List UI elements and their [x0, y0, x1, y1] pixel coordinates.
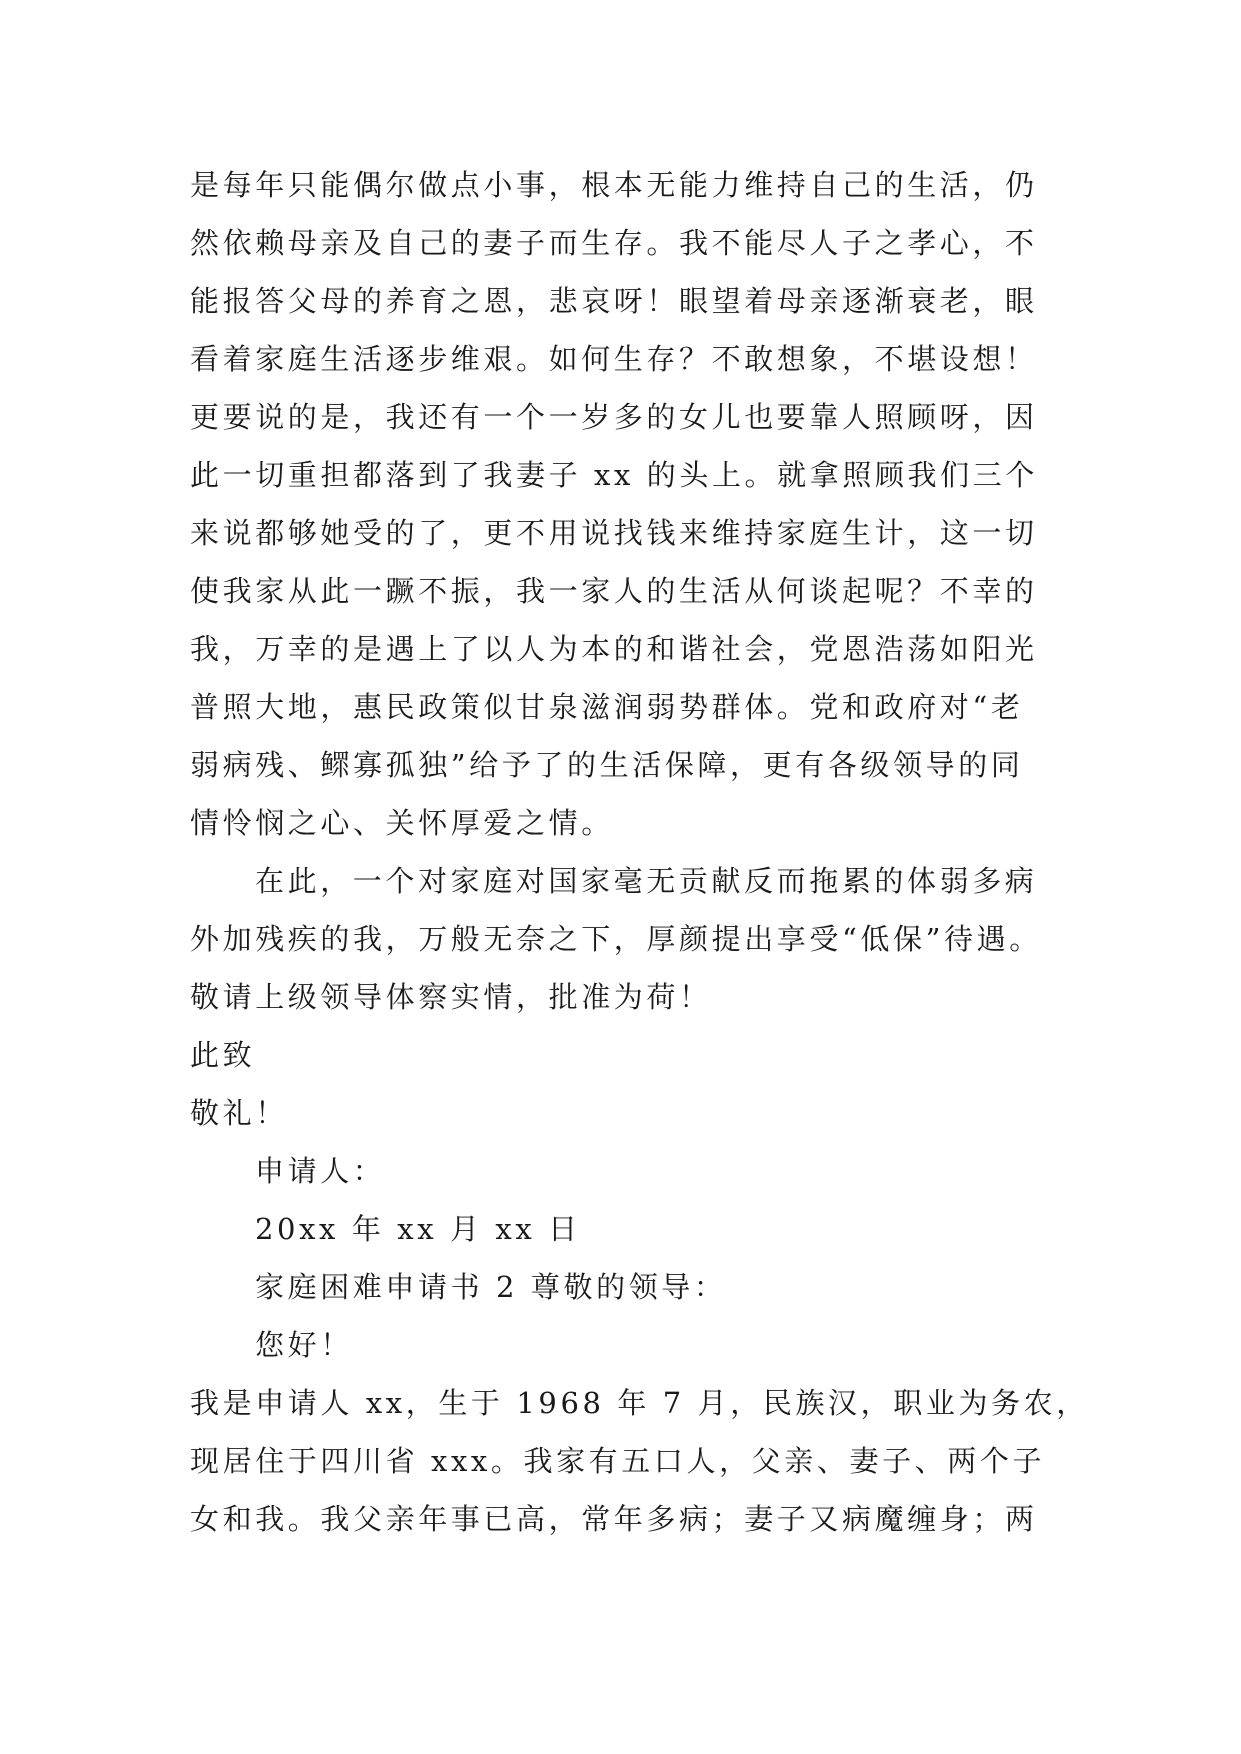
text-line: 弱病残、鳏寡孤独”给予了的生活保障，更有各级领导的同 — [190, 748, 1024, 782]
text-line: 现居住于四川省 xxx。我家有五口人，父亲、妻子、两个子 — [190, 1444, 1046, 1478]
document-body — [190, 156, 1089, 1548]
text-line: 我，万幸的是遇上了以人为本的和谐社会，党恩浩荡如阳光 — [190, 632, 1038, 666]
greeting: 您好！ — [255, 1328, 353, 1362]
closing-regards: 敬礼！ — [190, 1096, 288, 1130]
text-line: 是每年只能偶尔做点小事，根本无能力维持自己的生活，仍 — [190, 168, 1038, 202]
text-line: 普照大地，惠民政策似甘泉滋润弱势群体。党和政府对“老 — [190, 690, 1024, 724]
text-line: 此一切重担都落到了我妻子 xx 的头上。就拿照顾我们三个 — [190, 458, 1038, 492]
text-line: 敬请上级领导体察实情，批准为荷！ — [190, 980, 712, 1014]
text-line: 外加残疾的我，万般无奈之下，厚颜提出享受“低保”待遇。 — [190, 922, 1042, 956]
letter-heading: 家庭困难申请书 2 尊敬的领导： — [255, 1270, 727, 1304]
applicant-label: 申请人： — [255, 1154, 386, 1188]
paragraph-start-line: 在此，一个对家庭对国家毫无贡献反而拖累的体弱多病 — [255, 864, 1038, 898]
text-line: 使我家从此一蹶不振，我一家人的生活从何谈起呢？不幸的 — [190, 574, 1038, 608]
text-line: 来说都够她受的了，更不用说找钱来维持家庭生计，这一切 — [190, 516, 1038, 550]
text-line: 更要说的是，我还有一个一岁多的女儿也要靠人照顾呀，因 — [190, 400, 1038, 434]
text-line: 能报答父母的养育之恩，悲哀呀！眼望着母亲逐渐衰老，眼 — [190, 284, 1038, 318]
text-line: 然依赖母亲及自己的妻子而生存。我不能尽人子之孝心，不 — [190, 226, 1038, 260]
date-line: 20xx 年 xx 月 xx 日 — [255, 1212, 581, 1246]
text-line: 情怜悯之心、关怀厚爱之情。 — [190, 806, 614, 840]
text-line: 看着家庭生活逐步维艰。如何生存？不敢想象，不堪设想！ — [190, 342, 1038, 376]
text-line: 女和我。我父亲年事已高，常年多病；妻子又病魔缠身；两 — [190, 1502, 1038, 1536]
closing-salutation: 此致 — [190, 1038, 256, 1072]
text-line: 我是申请人 xx，生于 1968 年 7 月，民族汉，职业为务农， — [190, 1386, 1089, 1420]
